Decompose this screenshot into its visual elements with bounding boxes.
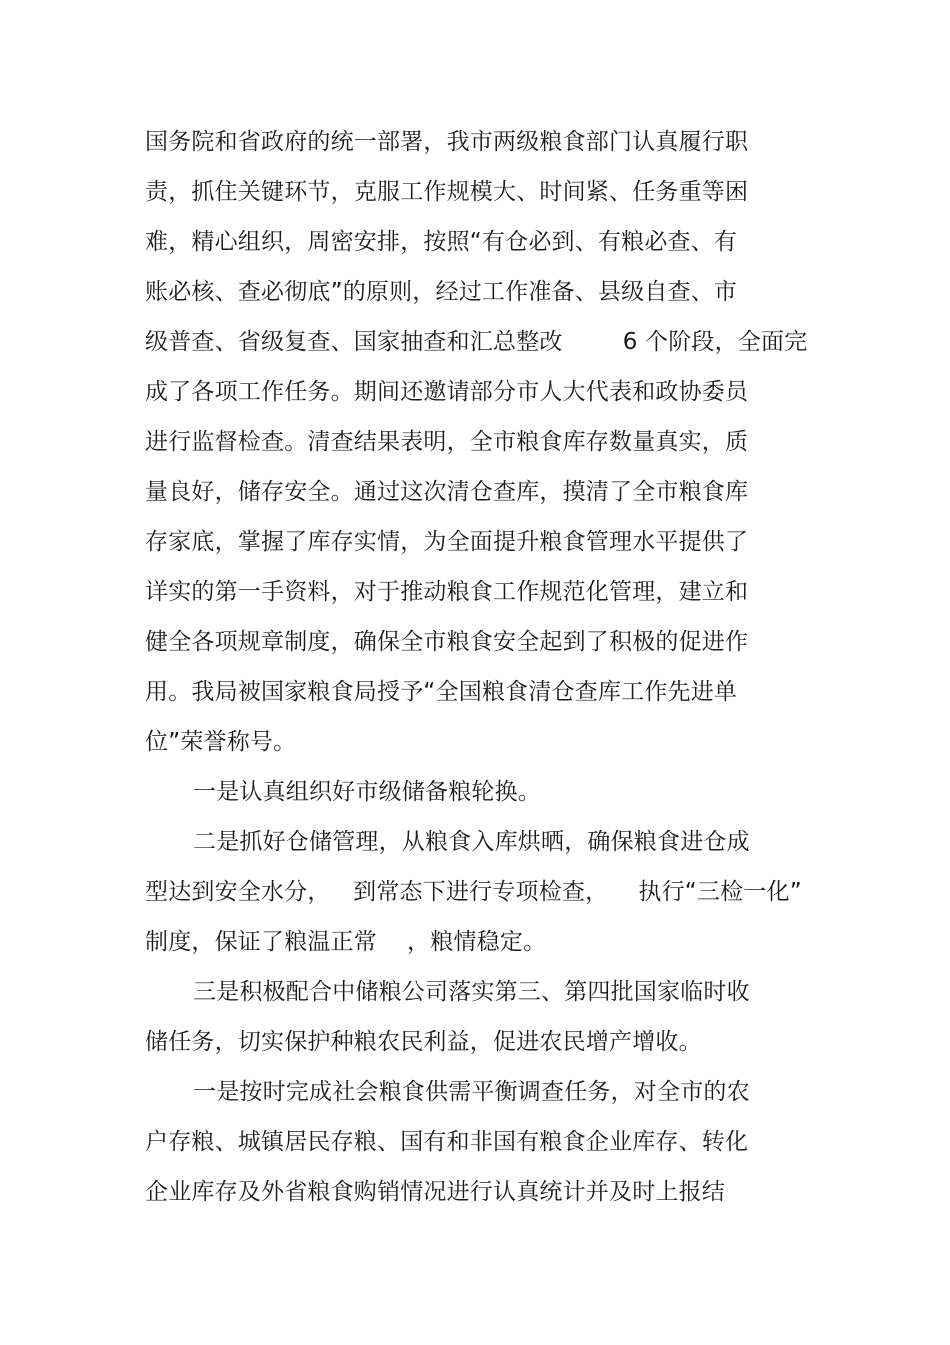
text-line: 户存粮、城镇居民存粮、国有和非国有粮食企业库存、转化 xyxy=(145,1129,749,1155)
text-line: 责，抓住关键环节，克服工作规模大、时间紧、任务重等困 xyxy=(145,179,749,205)
text-line: 储任务，切实保护种粮农民利益，促进农民增产增收。 xyxy=(145,1029,702,1055)
text-line: 健全各项规章制度，确保全市粮食安全起到了积极的促进作 xyxy=(145,629,749,655)
paragraph-first-line: 一是按时完成社会粮食供需平衡调查任务，对全市的农 xyxy=(193,1079,750,1105)
paragraph-first-line: 二是抓好仓储管理，从粮食入库烘晒，确保粮食进仓成 xyxy=(193,829,750,855)
text-line: 制度，保证了粮温正常 ，粮情稳定。 xyxy=(145,929,547,955)
text-line: 详实的第一手资料，对于推动粮食工作规范化管理，建立和 xyxy=(145,579,749,605)
text-line: 用。我局被国家粮食局授予“全国粮食清仓查库工作先进单 xyxy=(145,679,738,705)
text-line: 量良好，储存安全。通过这次清仓查库，摸清了全市粮食库 xyxy=(145,479,749,505)
text-line: 成了各项工作任务。期间还邀请部分市人大代表和政协委员 xyxy=(145,379,749,405)
text-line: 进行监督检查。清查结果表明，全市粮食库存数量真实，质 xyxy=(145,429,749,455)
text-line: 型达到安全水分， 到常态下进行专项检查， 执行“三检一化” xyxy=(145,879,802,905)
text-line: 企业库存及外省粮食购销情况进行认真统计并及时上报结 xyxy=(145,1179,725,1205)
text-line: 存家底，掌握了库存实情，为全面提升粮食管理水平提供了 xyxy=(145,529,749,555)
paragraph-first-line: 三是积极配合中储粮公司落实第三、第四批国家临时收 xyxy=(193,979,750,1005)
text-line: 级普查、省级复查、国家抽查和汇总整改 6 个阶段，全面完 xyxy=(145,329,808,355)
text-line: 难，精心组织，周密安排，按照“有仓必到、有粮必查、有 xyxy=(145,229,738,255)
paragraph-first-line: 一是认真组织好市级储备粮轮换。 xyxy=(193,779,541,805)
text-line: 账必核、查必彻底”的原则，经过工作准备、县级自查、市 xyxy=(145,279,738,305)
text-line: 国务院和省政府的统一部署，我市两级粮食部门认真履行职 xyxy=(145,129,749,155)
text-line: 位”荣誉称号。 xyxy=(145,729,297,755)
